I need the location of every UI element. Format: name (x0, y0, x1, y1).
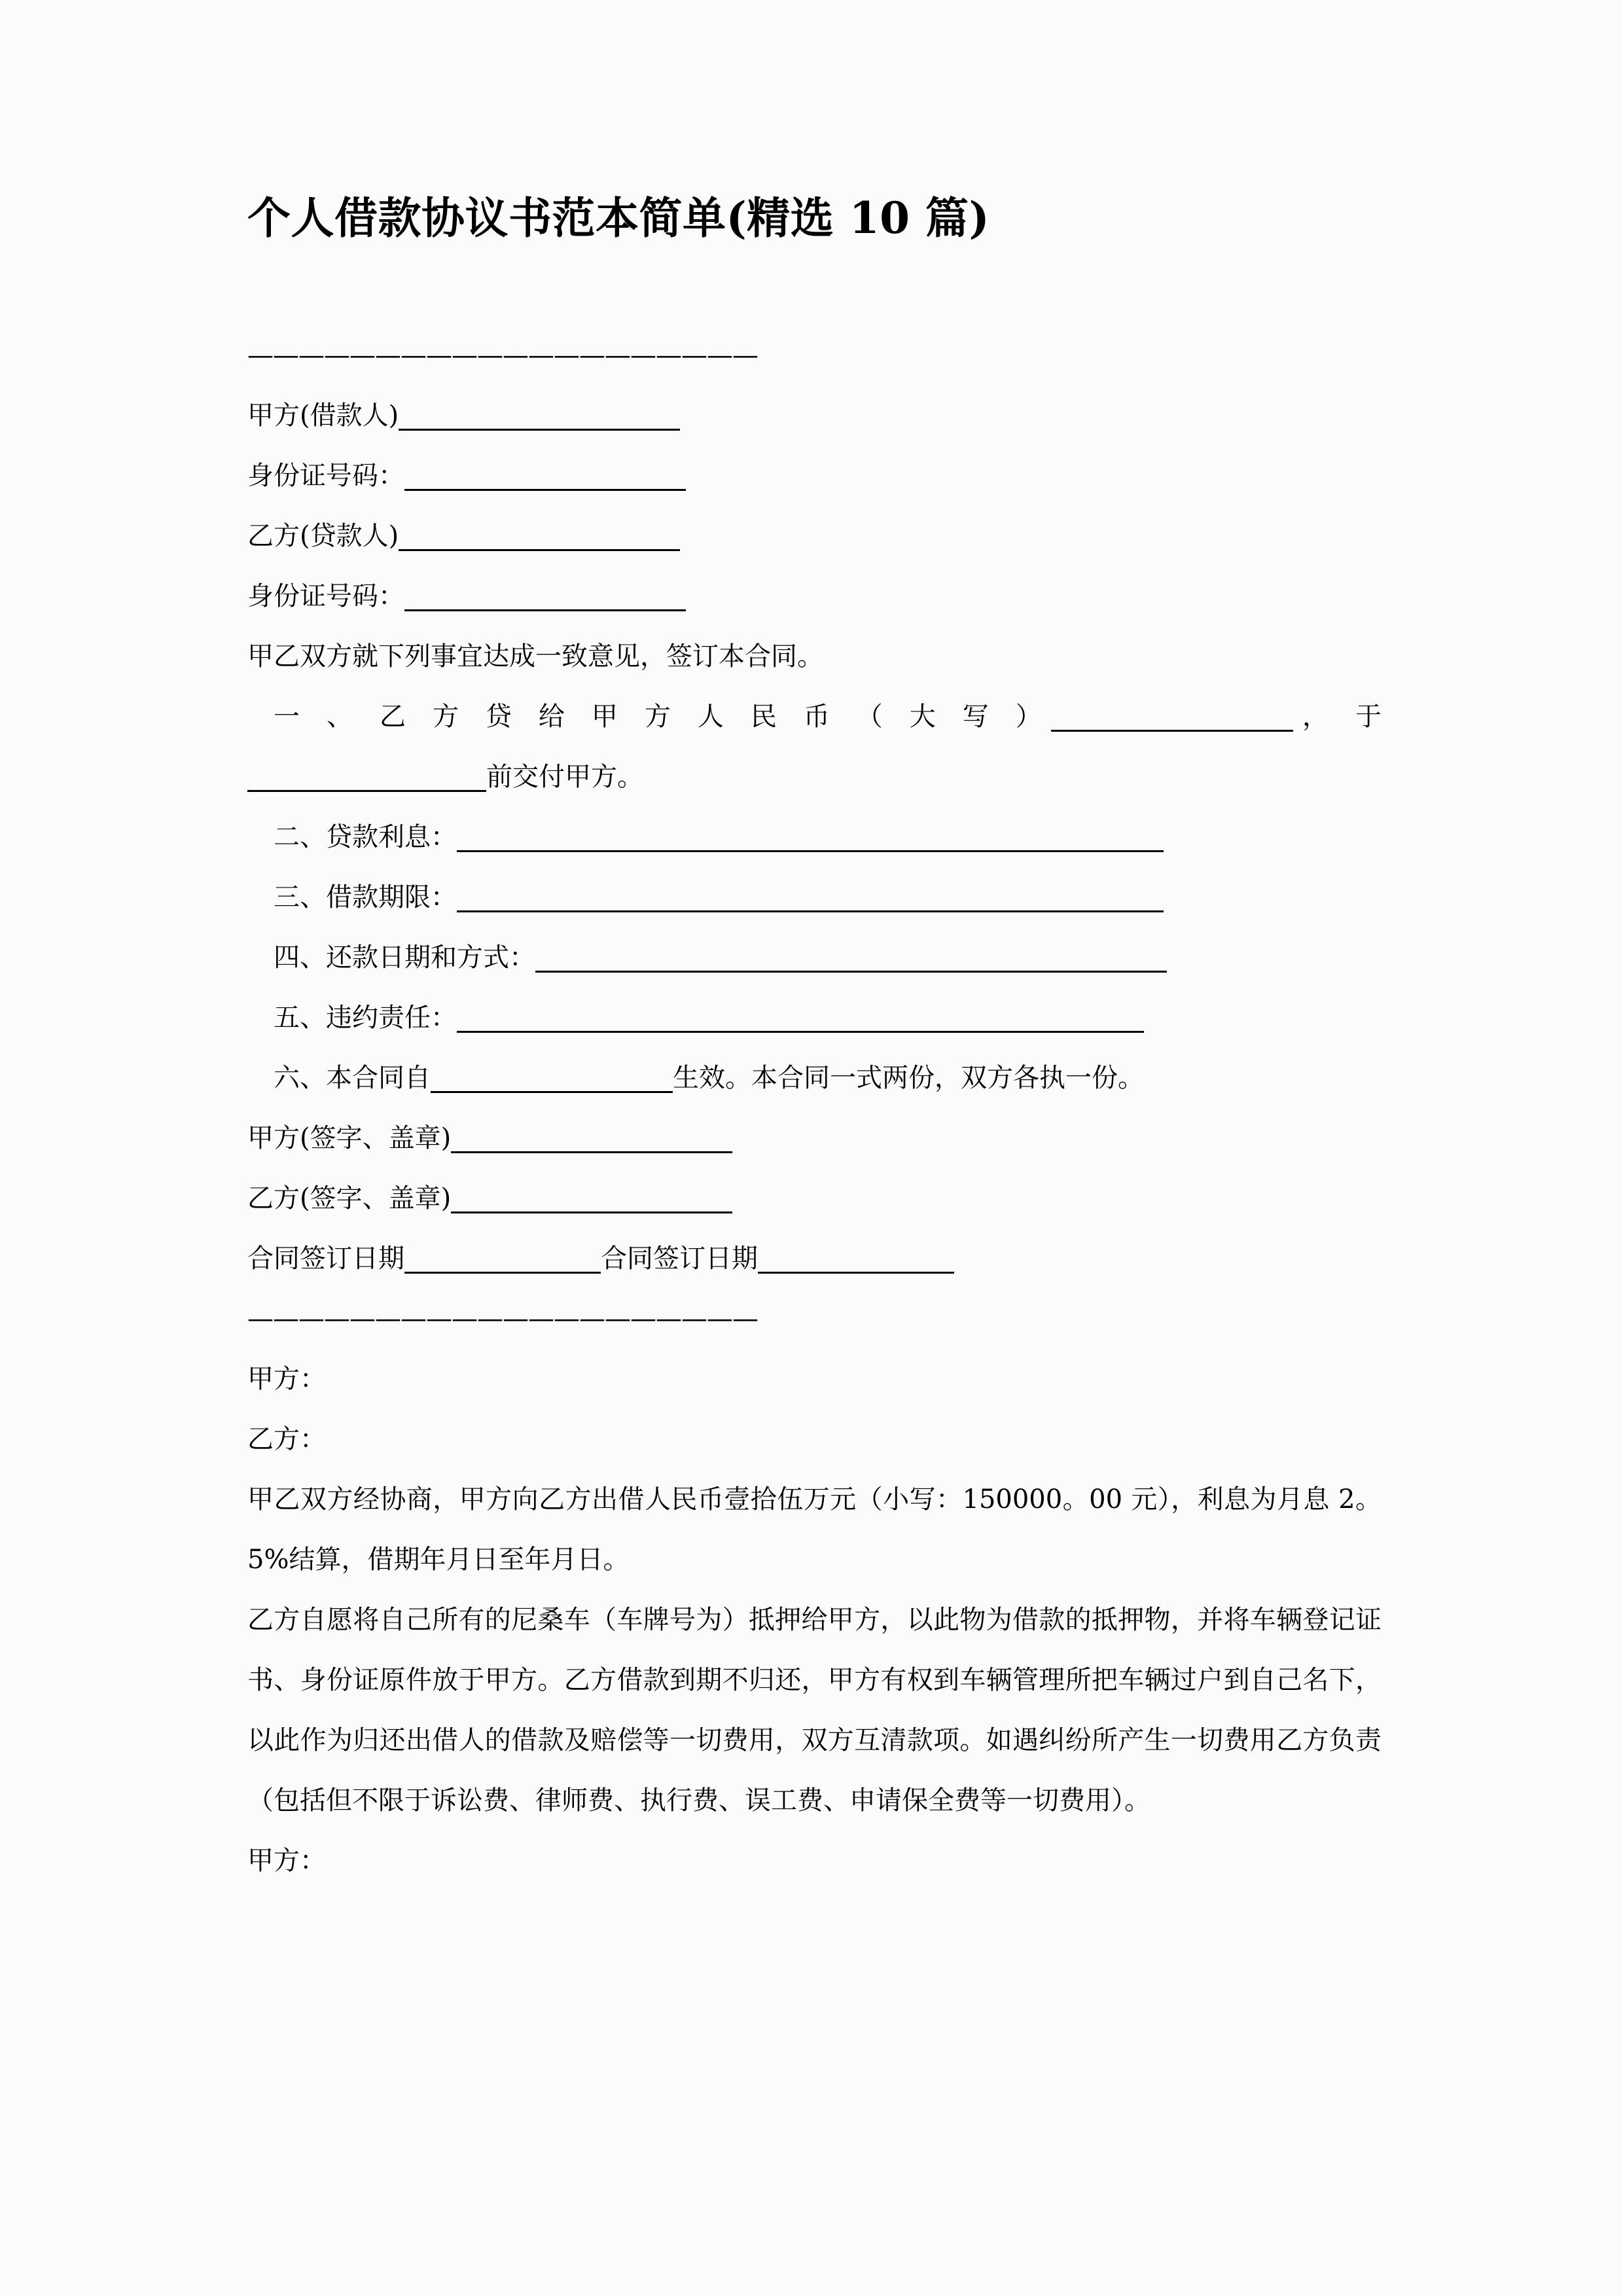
clause-item-2-label: 二、贷款利息： (274, 821, 457, 852)
clause-item-1 (247, 687, 1382, 747)
signature-party-a (247, 1108, 1382, 1168)
signature-party-a-label: 甲方(签字、盖章) (247, 1122, 452, 1153)
clause-item-1-continuation (247, 747, 1382, 807)
agreement-intro: 甲乙双方就下列事宜达成一致意见，签订本合同。 (247, 641, 823, 672)
field-party-b-id-blank[interactable] (404, 581, 686, 611)
page-title (247, 0, 1382, 245)
clause-item-1-cont-text: 前交付甲方。 (486, 761, 643, 792)
clause-item-1-date-blank[interactable] (247, 761, 486, 792)
field-party-b-id (247, 566, 1382, 626)
signature-date-blank-1[interactable] (404, 1243, 601, 1274)
second-paragraph-2: 乙方自愿将自己所有的尼桑车（车牌号为）抵押给甲方，以此物为借款的抵押物，并将车辆登记证书、身份证原件放于甲方。乙方借款到期不归还，甲方有权到车辆管理所把车辆过户到自己名下，以此作为归还出借人的借款及赔偿等一切费用，双方互清款项。如遇纠纷所产生一切费用乙方负责（包括但不限于诉讼费、律师费、执行费、误工费、申请保全费等一切费用）。 (247, 1604, 1382, 1816)
clause-item-1-head: 一 、 乙 方 贷 给 甲 方 人 民 币 （ 大 写 ） (274, 701, 1051, 732)
section-divider-top: ———————————————————— (247, 340, 758, 370)
clause-item-2-blank[interactable] (457, 821, 1164, 852)
clause-item-4-blank[interactable] (535, 942, 1167, 973)
field-party-a (247, 386, 1382, 446)
field-party-a-id (247, 446, 1382, 506)
signature-date-blank-2[interactable] (758, 1243, 954, 1274)
clause-item-5-label: 五、违约责任： (274, 1002, 457, 1033)
signature-party-a-blank[interactable] (451, 1122, 732, 1153)
field-party-b-id-label: 身份证号码： (247, 581, 404, 611)
clause-item-3-label: 三、借款期限： (274, 882, 457, 912)
clause-item-3 (247, 867, 1382, 927)
clause-item-5-blank[interactable] (457, 1002, 1144, 1033)
clause-item-6-label-a: 六、本合同自 (274, 1062, 431, 1093)
field-party-b-blank[interactable] (399, 520, 680, 551)
signature-date-label-2: 合同签订日期 (601, 1243, 758, 1274)
field-party-a-blank[interactable] (399, 400, 680, 431)
signature-dates-row (247, 1229, 1382, 1289)
field-party-b (247, 506, 1382, 566)
second-paragraph-1: 甲乙双方经协商，甲方向乙方出借人民币壹拾伍万元（小写：150000。00 元），利息为月息 2。5%结算，借期年月日至年月日。 (247, 1484, 1382, 1575)
signature-party-b-blank[interactable] (451, 1183, 732, 1213)
second-party-a: 甲方： (247, 1363, 326, 1394)
clause-item-6-blank[interactable] (431, 1062, 673, 1093)
clause-item-6 (247, 1048, 1382, 1108)
section-divider-bottom: ———————————————————— (247, 1303, 758, 1334)
clause-item-2 (247, 807, 1382, 867)
clause-item-3-blank[interactable] (457, 882, 1164, 912)
field-party-a-id-blank[interactable] (404, 460, 686, 491)
field-party-a-id-label: 身份证号码： (247, 460, 404, 491)
clause-item-1-amount-blank[interactable] (1051, 701, 1293, 732)
title-spacer (247, 245, 1382, 325)
second-party-b: 乙方： (247, 1424, 326, 1454)
document-content (247, 0, 1382, 1891)
second-party-a-closing: 甲方： (247, 1845, 326, 1876)
field-party-b-label: 乙方(贷款人) (247, 520, 399, 551)
field-party-a-label: 甲方(借款人) (247, 400, 399, 431)
clause-item-4 (247, 927, 1382, 988)
clause-item-6-label-b: 生效。本合同一式两份，双方各执一份。 (673, 1062, 1144, 1093)
signature-date-label-1: 合同签订日期 (247, 1243, 404, 1274)
clause-item-1-tail: ， 于 (1293, 701, 1382, 732)
clause-item-5 (247, 988, 1382, 1048)
page-title-text: 个人借款协议书范本简单(精选 10 篇) (247, 192, 990, 243)
signature-party-b (247, 1168, 1382, 1229)
signature-party-b-label: 乙方(签字、盖章) (247, 1183, 452, 1213)
clause-item-4-label: 四、还款日期和方式： (274, 942, 535, 973)
